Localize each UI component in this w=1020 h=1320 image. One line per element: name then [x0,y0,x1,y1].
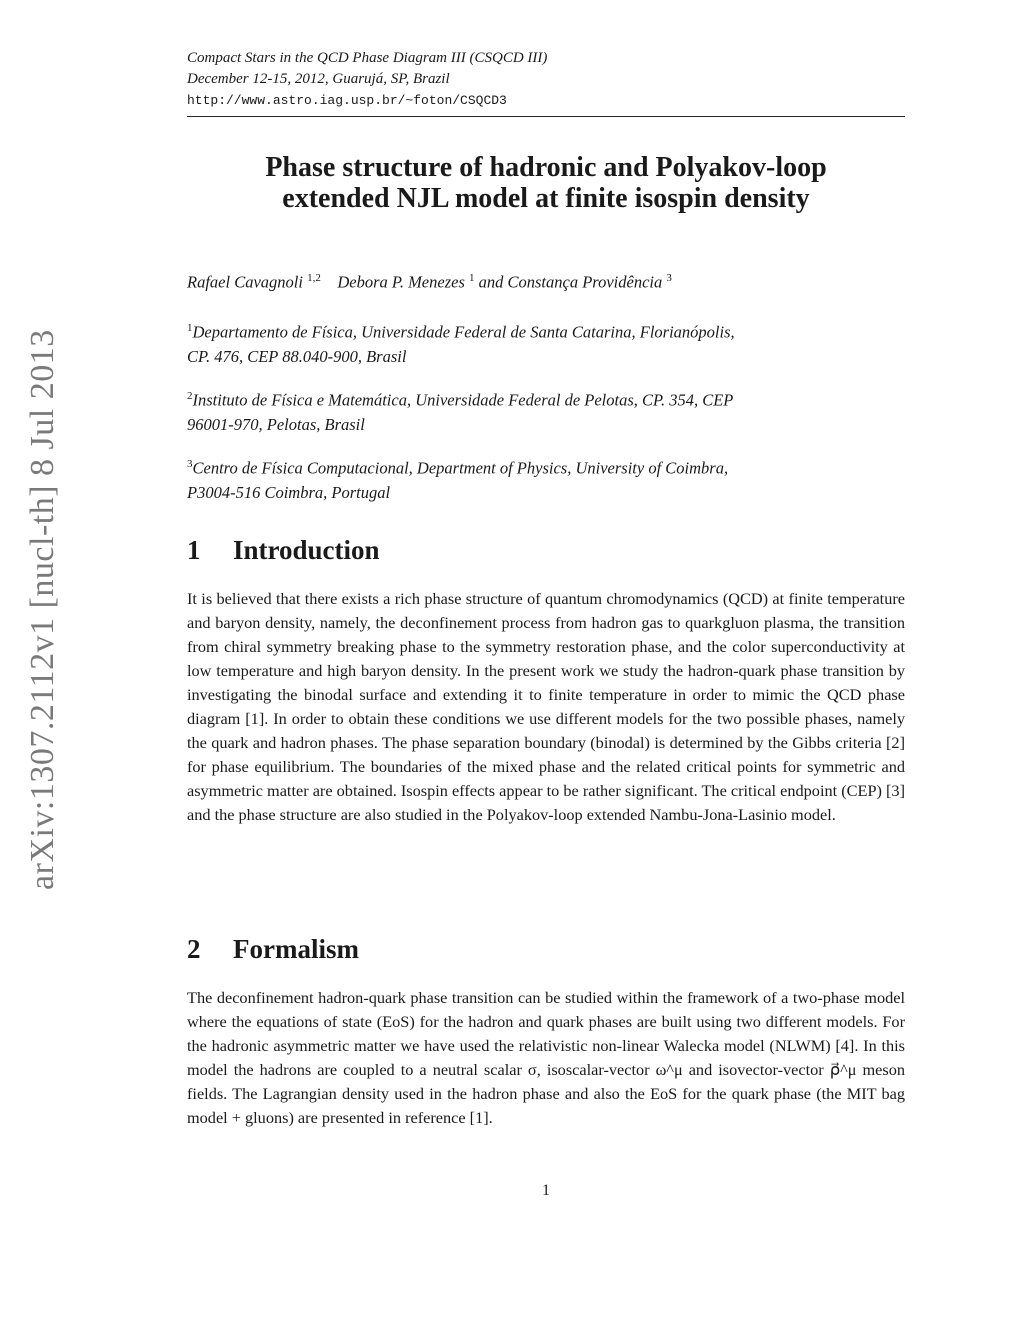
author-name: Constança Providência [507,272,663,292]
section-title: Introduction [233,535,380,565]
affiliation-line: CP. 476, CEP 88.040-900, Brasil [187,346,407,366]
affiliation [187,384,905,437]
affiliation-mark: 1 [187,322,193,334]
paper-title [187,152,905,214]
page-number: 1 [542,1182,550,1199]
author-name: Rafael Cavagnoli [187,272,303,292]
author-list [187,272,905,293]
section-number: 1 [187,535,201,565]
affiliation-line: Instituto de Física e Matemática, Universidade Federal de Pelotas, CP. 354, CEP [192,390,734,410]
affiliation [187,452,905,505]
affiliation-mark: 2 [187,390,193,402]
section-heading-introduction [187,535,380,566]
section-title: Formalism [233,934,359,964]
affiliation-line: Departamento de Física, Universidade Federal de Santa Catarina, Florianópolis, [192,322,735,342]
title-line-1: Phase structure of hadronic and Polyakov-loop [265,152,827,183]
author-affiliation-mark: 1,2 [307,272,321,284]
conference-url[interactable]: http://www.astro.iag.usp.br/~foton/CSQCD3 [187,93,507,108]
author-affiliation-mark: 1 [469,272,475,284]
conference-name: Compact Stars in the QCD Phase Diagram III (CSQCD III) [187,50,548,66]
affiliation-mark: 3 [187,458,193,470]
formalism-paragraph: The deconfinement hadron-quark phase transition can be studied within the framework of a two-phase model where the equations of state (EoS) for the hadron and quark phases are built using two different models. For the hadronic asymmetric matter we have used the relativistic non-linear Walecka model (NLWM) [4]. In this model the hadrons are coupled to a neutral scalar σ, isoscalar-vector ω^μ and isovector-vector ρ⃗^μ meson fields. The Lagrangian density used in the hadron phase and also the EoS for the quark phase (the MIT bag model + gluons) are presented in reference [1]. [187,988,905,1127]
introduction-paragraph: It is believed that there exists a rich phase structure of quantum chromodynamics (QCD) at finite temperature and baryon density, namely, the deconfinement process from hadron gas to quarkgluon plasma, the transition from chiral symmetry breaking phase to the symmetry restoration phase, and the color superconductivity at low temperature and high baryon density. In the present work we study the hadron-quark phase transition by investigating the binodal surface and extending it to finite temperature in order to mimic the QCD phase diagram [1]. In order to obtain these conditions we use different models for the two possible phases, namely the quark and hadron phases. The phase separation boundary (binodal) is determined by the Gibbs criteria [2] for phase equilibrium. The boundaries of the mixed phase and the related critical points for symmetric and asymmetric matter are obtained. Isospin effects appear to be rather significant. The critical endpoint (CEP) [3] and the phase structure are also studied in the Polyakov-loop extended Nambu-Jona-Lasinio model. [187,589,905,824]
header-rule [187,116,905,117]
conference-date-location: December 12-15, 2012, Guarujá, SP, Brazil [187,71,450,87]
affiliation-line: Centro de Física Computacional, Department of Physics, University of Coimbra, [192,458,729,478]
author-name: Debora P. Menezes [337,272,465,292]
affiliation-line: P3004-516 Coimbra, Portugal [187,482,391,502]
affiliation-line: 96001-970, Pelotas, Brasil [187,414,365,434]
affiliation [187,316,905,369]
author-affiliation-mark: 3 [666,272,672,284]
arxiv-identifier: arXiv:1307.2112v1 [nucl-th] 8 Jul 2013 [24,329,61,890]
section-heading-formalism [187,934,359,965]
conference-header [187,48,905,111]
author-conjunction: and [478,272,504,292]
title-line-2: extended NJL model at finite isospin density [282,183,810,214]
section-number: 2 [187,934,201,964]
